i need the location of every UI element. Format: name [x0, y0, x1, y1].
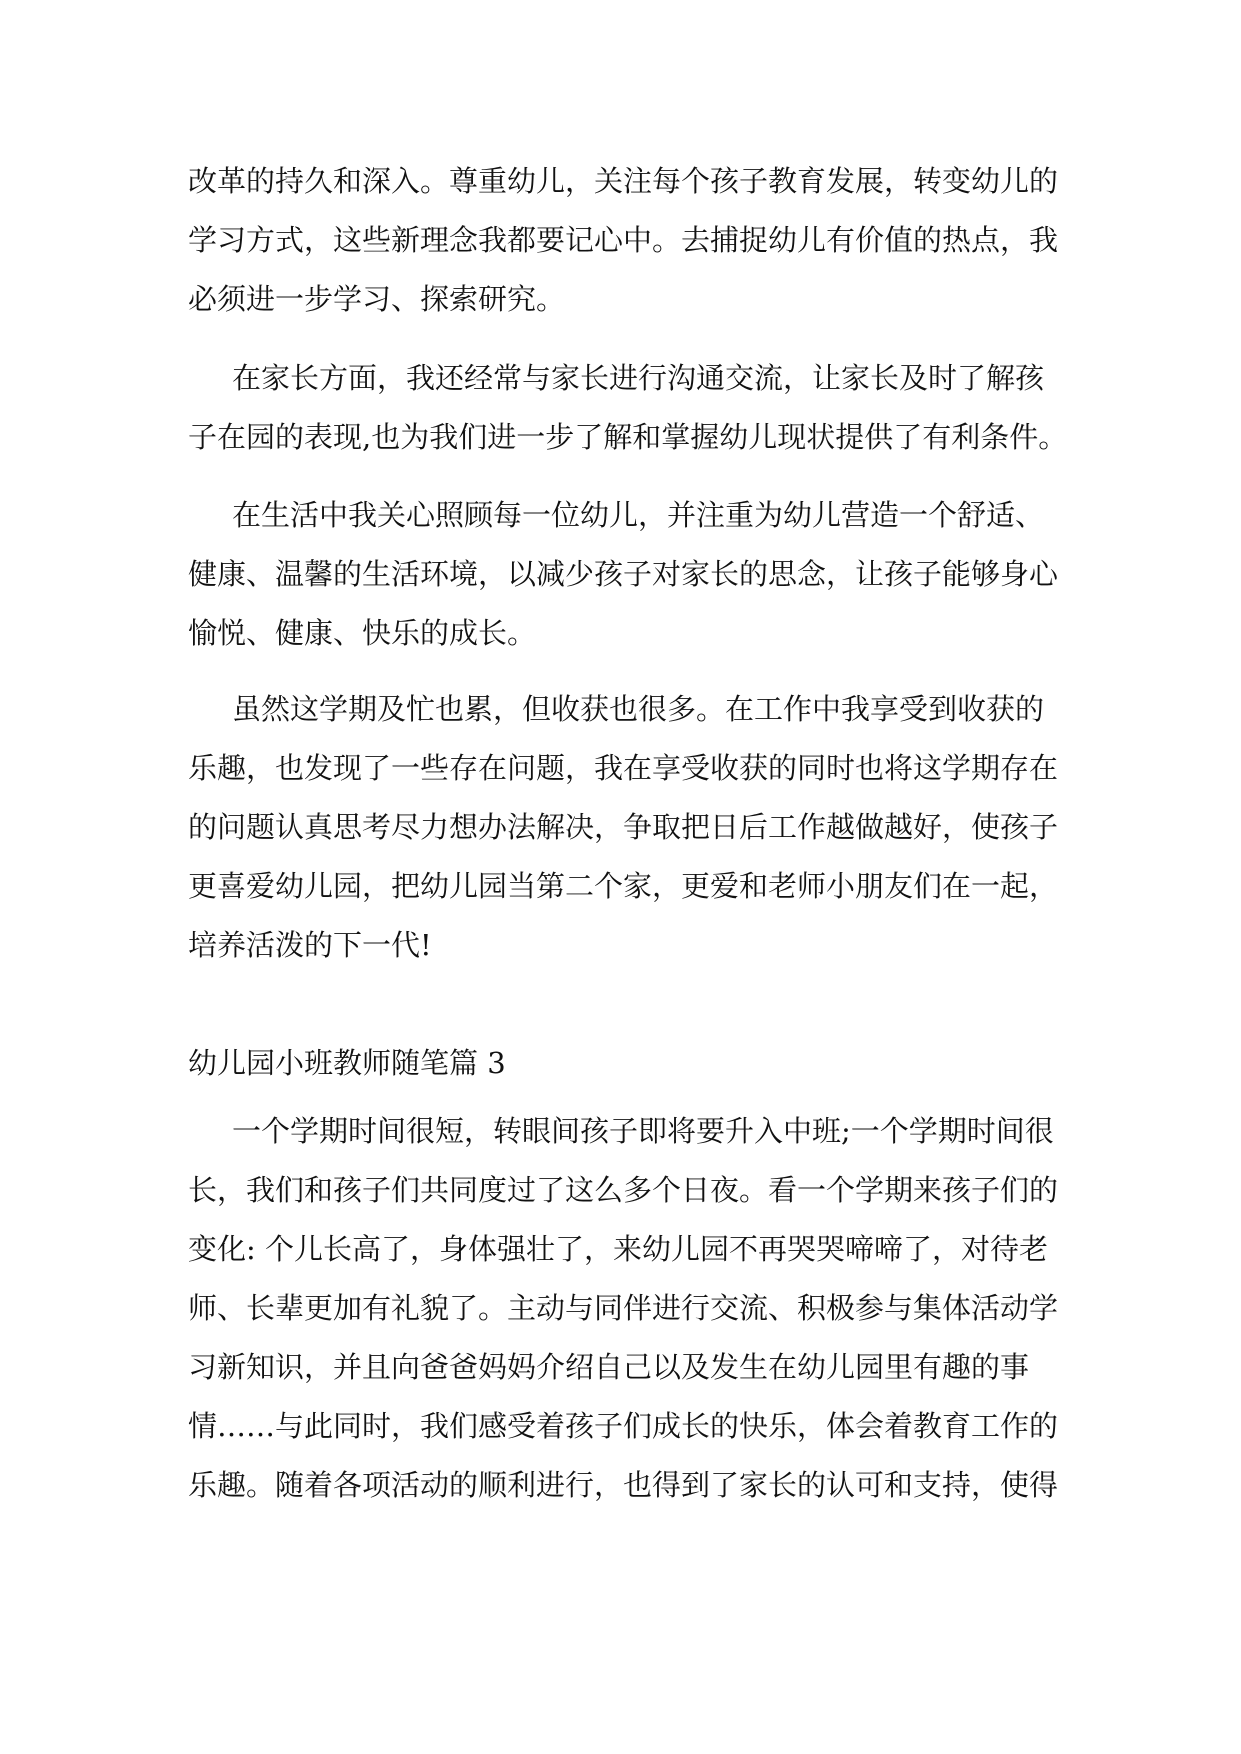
paragraph-line: 培养活泼的下一代!	[188, 928, 432, 962]
paragraph-line: 子在园的表现,也为我们进一步了解和掌握幼儿现状提供了有利条件。	[188, 420, 1068, 454]
paragraph-line: 改革的持久和深入。尊重幼儿，关注每个孩子教育发展，转变幼儿的	[188, 164, 1059, 198]
paragraph-line: 更喜爱幼儿园，把幼儿园当第二个家，更爱和老师小朋友们在一起，	[188, 869, 1059, 903]
paragraph-line: 习新知识，并且向爸爸妈妈介绍自己以及发生在幼儿园里有趣的事	[188, 1350, 1030, 1384]
paragraph-line: 健康、温馨的生活环境，以减少孩子对家长的思念，让孩子能够身心	[188, 557, 1059, 591]
paragraph-line: 变化: 个儿长高了，身体强壮了，来幼儿园不再哭哭啼啼了，对待老	[188, 1232, 1048, 1266]
paragraph-3	[188, 486, 1068, 663]
paragraph-line: 虽然这学期及忙也累，但收获也很多。在工作中我享受到收获的	[232, 692, 1045, 726]
paragraph-line: 学习方式，这些新理念我都要记心中。去捕捉幼儿有价值的热点，我	[188, 223, 1059, 257]
paragraph-line: 情……与此同时，我们感受着孩子们成长的快乐，体会着教育工作的	[188, 1409, 1059, 1443]
paragraph-line: 愉悦、健康、快乐的成长。	[188, 616, 537, 650]
paragraph-line: 乐趣，也发现了一些存在问题，我在享受收获的同时也将这学期存在	[188, 751, 1059, 785]
section-heading-text: 幼儿园小班教师随笔篇 3	[188, 1046, 506, 1080]
paragraph-line: 的问题认真思考尽力想办法解决，争取把日后工作越做越好，使孩子	[188, 810, 1059, 844]
paragraph-1	[188, 152, 1068, 329]
section-heading	[188, 1034, 1068, 1093]
paragraph-2	[188, 349, 1068, 467]
paragraph-line: 必须进一步学习、探索研究。	[188, 282, 566, 316]
paragraph-line: 乐趣。随着各项活动的顺利进行，也得到了家长的认可和支持，使得	[188, 1468, 1059, 1502]
paragraph-line: 师、长辈更加有礼貌了。主动与同伴进行交流、积极参与集体活动学	[188, 1291, 1059, 1325]
paragraph-line: 在家长方面，我还经常与家长进行沟通交流，让家长及时了解孩	[232, 361, 1045, 395]
paragraph-line: 一个学期时间很短，转眼间孩子即将要升入中班;一个学期时间很	[232, 1114, 1054, 1148]
paragraph-4	[188, 680, 1068, 975]
paragraph-line: 长，我们和孩子们共同度过了这么多个日夜。看一个学期来孩子们的	[188, 1173, 1059, 1207]
paragraph-5	[188, 1102, 1068, 1515]
paragraph-line: 在生活中我关心照顾每一位幼儿，并注重为幼儿营造一个舒适、	[232, 498, 1045, 532]
